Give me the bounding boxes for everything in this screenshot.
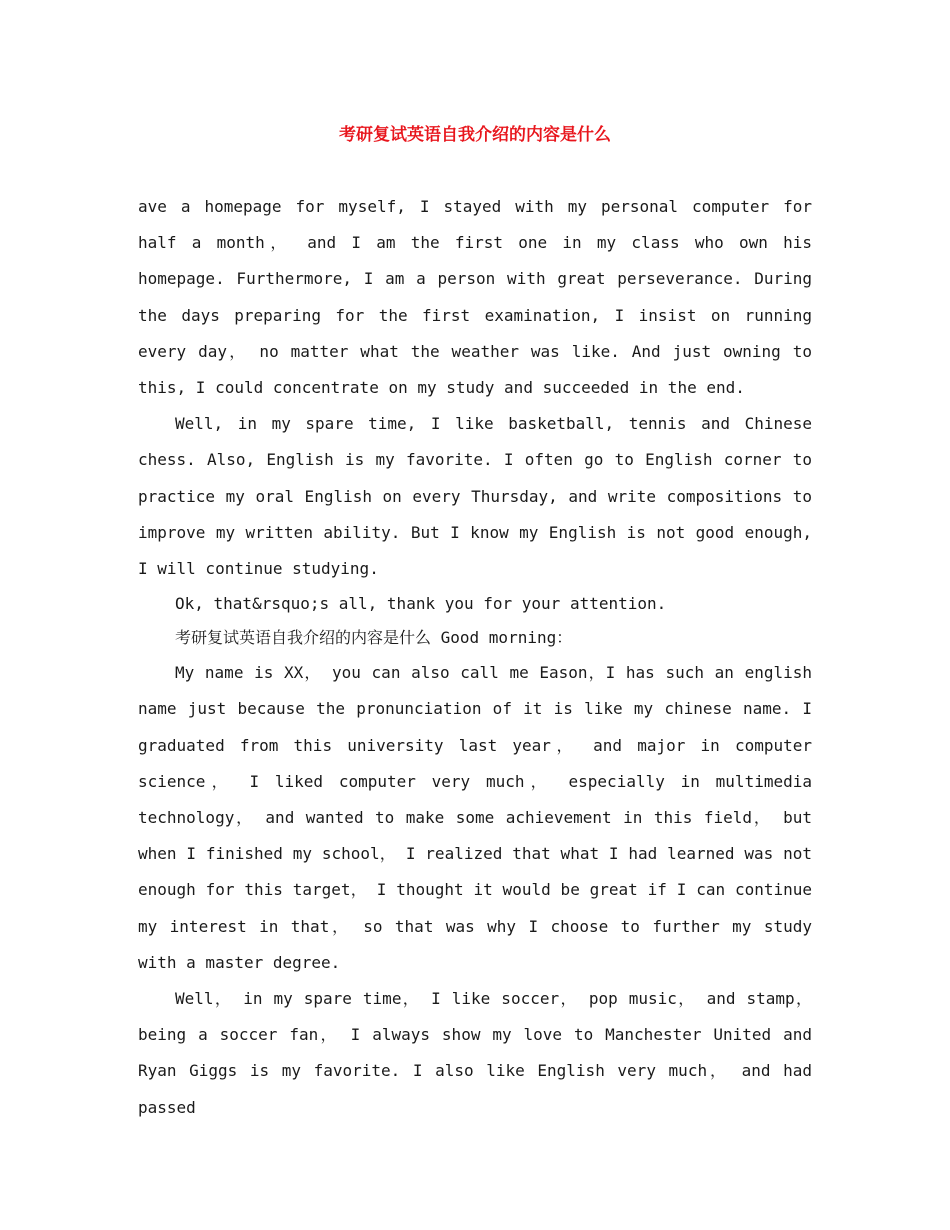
paragraph-closing: Ok, that&rsquo;s all, thank you for your attention. <box>175 594 667 614</box>
paragraph-introduction: My name is XX， you can also call me Eason，I has such an english name just because the pronunciation of it is like my chinese name. I graduated from this university last year， and major in computer science， I liked computer very much， especially in multimedia technology， and wanted to make some achievement in this field， but when I finished my school， I realized that what I had learned was not enough for this target， I thought it would be great if I can continue my interest in that， so that was why I choose to further my study with a master degree. <box>138 663 813 972</box>
document-title: 考研复试英语自我介绍的内容是什么 <box>339 125 611 145</box>
paragraph-homepage: ave a homepage for myself, I stayed with my personal computer for half a month， and I am the first one in my class who own his homepage. Furthermore, I am a person with great perseverance. During the days preparing for the first examination, I insist on running every day， no matter what the weather was like. And just owning to this, I could concentrate on my study and succeeded in the end. <box>138 197 812 398</box>
paragraph-spare-time: Well， in my spare time， I like soccer， pop music， and stamp， being a soccer fan， I always show my love to Manchester United and Ryan Giggs is my favorite. I also like English very much， and had passed <box>138 989 813 1117</box>
document-body <box>138 189 812 1126</box>
paragraph-heading-greeting: 考研复试英语自我介绍的内容是什么 Good morning： <box>175 628 573 648</box>
paragraph-hobbies: Well, in my spare time, I like basketball, tennis and Chinese chess. Also, English is my favorite. I often go to English corner to practice my oral English on every Thursday, and write compositions to improve my written ability. But I know my English is not good enough, I will continue studying. <box>138 414 812 579</box>
